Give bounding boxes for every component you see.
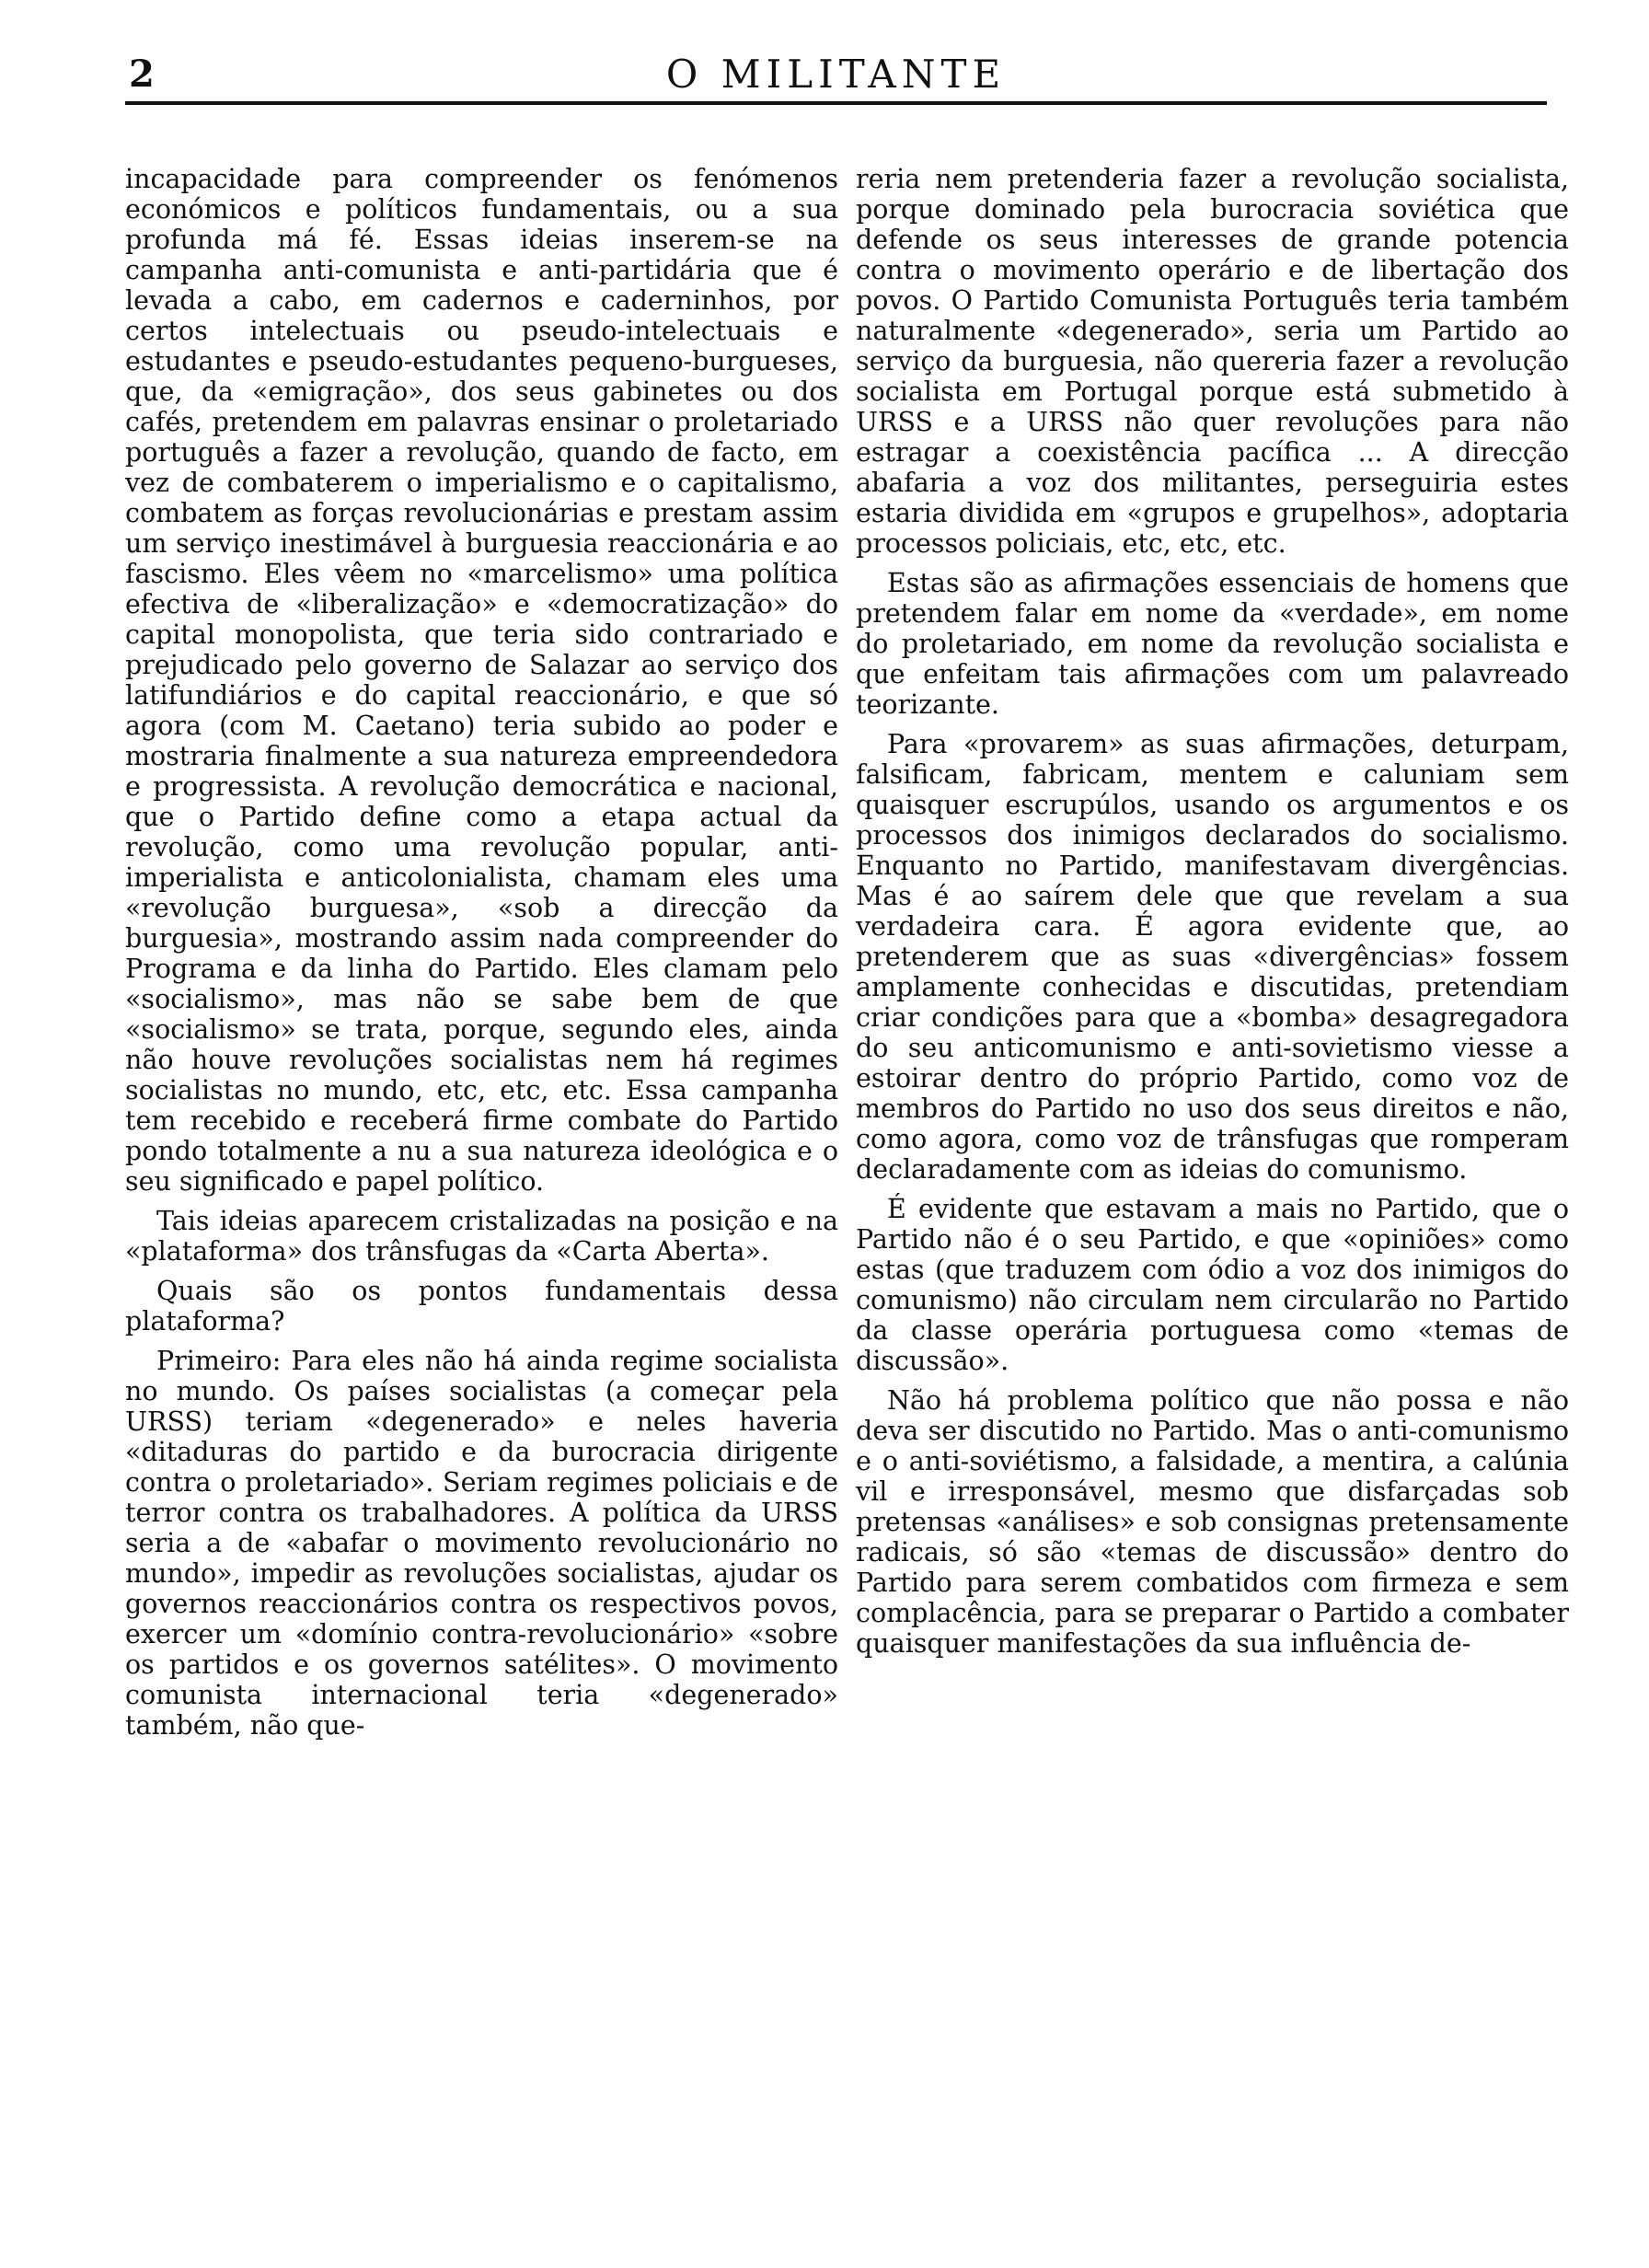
paragraph: incapacidade para compreender os fenómenos económicos e políticos fundamentais, ou a sua profunda má fé. Essas ideias inserem-se na campanha anti-comunista e anti-partidária que é levada a cabo, em cadernos e caderninhos, por certos intelectuais ou pseudo-intelectuais e estudantes e pseudo-estudantes pequeno-burgueses, que, da «emigração», dos seus gabinetes ou dos cafés, pretendem em palavras ensinar o proletariado português a fazer a revolução, quando de facto, em vez de combaterem o imperialismo e o capitalismo, combatem as forças revolucionárias e prestam assim um serviço inestimável à burguesia reaccionária e ao fascismo. Eles vêem no «marcelismo» uma política efectiva de «liberalização» e «democratização» do capital monopolista, que teria sido contrariado e prejudicado pelo governo de Salazar ao serviço dos latifundiários e do capital reaccionário, e que só agora (com M. Caetano) teria subido ao poder e mostraria finalmente a sua natureza empreendedora e progressista. A revolução democrática e nacional, que o Partido define como a etapa actual da revolução, como uma revolução popular, anti-imperialista e anticolonialista, chamam eles uma «revolução burguesa», «sob a direcção da burguesia», mostrando assim nada compreender do Programa e da linha do Partido. Eles clamam pelo «socialismo», mas não se sabe bem de que «socialismo» se trata, porque, segundo eles, ainda não houve revoluções socialistas nem há regimes socialistas no mundo, etc, etc, etc. Essa campanha tem recebido e receberá firme combate do Partido pondo totalmente a nu a sua natureza ideológica e o seu significado e papel político. [125, 164, 838, 1197]
paragraph: Não há problema político que não possa e não deva ser discutido no Partido. Mas o anti-comunismo e o anti-soviétismo, a falsidade, a mentira, a calúnia vil e irresponsável, mesmo que disfarçadas sob pretensas «análises» e sob consignas pretensamente radicais, só são «temas de discussão» dentro do Partido para serem combatidos com firmeza e sem complacência, para se preparar o Partido a combater quaisquer manifestações da sua influência de- [856, 1385, 1569, 1659]
paragraph: Para «provarem» as suas afirmações, deturpam, falsificam, fabricam, mentem e caluniam sem quaisquer escrupúlos, usando os argumentos e os processos dos inimigos declarados do socialismo. Enquanto no Partido, manifestavam divergências. Mas é ao saírem dele que que revelam a sua verdadeira cara. É agora evidente que, ao pretenderem que as suas «divergências» fossem amplamente conhecidas e discutidas, pretendiam criar condições para que a «bomba» desagregadora do seu anticomunismo e anti-sovietismo viesse a estoirar dentro do próprio Partido, como voz de membros do Partido no uso dos seus direitos e não, como agora, como voz de trânsfugas que romperam declaradamente com as ideias do comunismo. [856, 729, 1569, 1185]
paragraph: reria nem pretenderia fazer a revolução socialista, porque dominado pela burocracia soviética que defende os seus interesses de grande potencia contra o movimento operário e de libertação dos povos. O Partido Comunista Português teria também naturalmente «degenerado», seria um Partido ao serviço da burguesia, não quereria fazer a revolução socialista em Portugal porque está submetido à URSS e a URSS não quer revoluções para não estragar a coexistência pacífica ... A direcção abafaria a voz dos militantes, perseguiria estes estaria dividida em «grupos e grupelhos», adoptaria processos policiais, etc, etc, etc. [856, 164, 1569, 559]
paragraph: Estas são as afirmações essenciais de homens que pretendem falar em nome da «verdade», em nome do proletariado, em nome da revolução socialista e que enfeitam tais afirmações com um palavreado teorizante. [856, 568, 1569, 720]
right-column [856, 164, 1569, 1668]
page-number: 2 [129, 52, 155, 96]
paragraph: Primeiro: Para eles não há ainda regime socialista no mundo. Os países socialistas (a começar pela URSS) teriam «degenerado» e neles haveria «ditaduras do partido e da burocracia dirigente contra o proletariado». Seriam regimes policiais e de terror contra os trabalhadores. A política da URSS seria a de «abafar o movimento revolucionário no mundo», impedir as revoluções socialistas, ajudar os governos reaccionários contra os respectivos povos, exercer um «domínio contra-revolucionário» «sobre os partidos e os governos satélites». O movimento comunista internacional teria «degenerado» também, não que- [125, 1346, 838, 1741]
paragraph: É evidente que estavam a mais no Partido, que o Partido não é o seu Partido, e que «opiniões» como estas (que traduzem com ódio a voz dos inimigos do comunismo) não circulam nem circularão no Partido da classe operária portuguesa como «temas de discussão». [856, 1194, 1569, 1376]
paragraph: Quais são os pontos fundamentais dessa plataforma? [125, 1276, 838, 1336]
paragraph: Tais ideias aparecem cristalizadas na posição e na «plataforma» dos trânsfugas da «Carta Aberta». [125, 1206, 838, 1267]
left-column [125, 164, 838, 1750]
publication-title: O MILITANTE [665, 52, 1007, 97]
page-header [125, 48, 1547, 105]
